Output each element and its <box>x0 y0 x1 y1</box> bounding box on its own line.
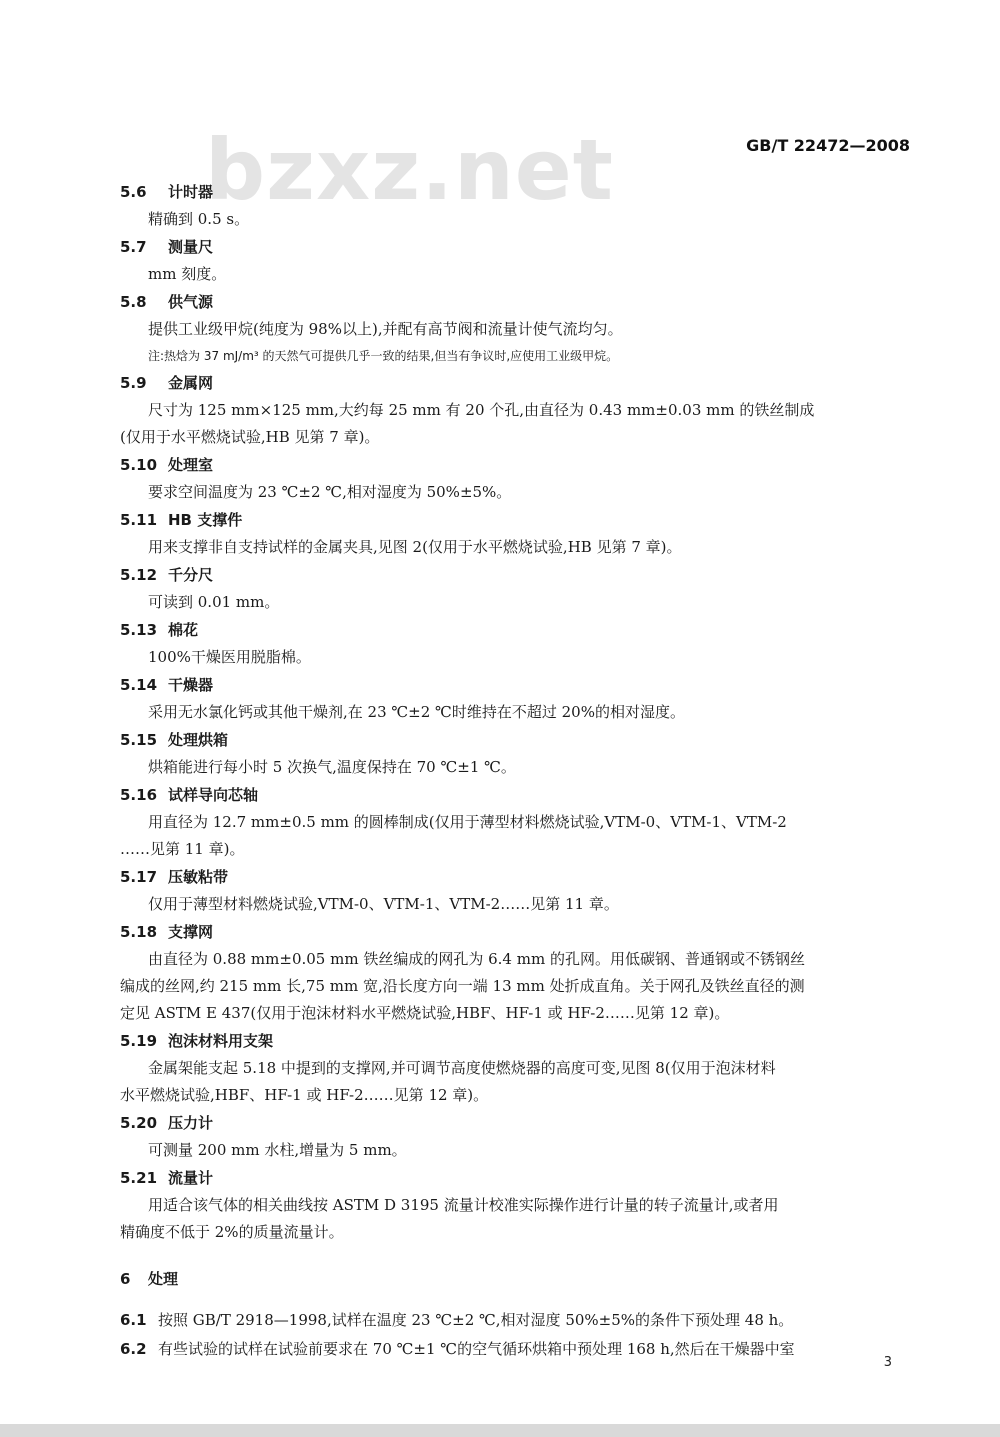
section-title: 棉花 <box>168 621 199 639</box>
section-5-21 <box>120 1164 910 1246</box>
standard-code: GB/T 22472—2008 <box>746 136 910 155</box>
text-line: 用来支撑非自支持试样的金属夹具,见图 2(仅用于水平燃烧试验,HB 见第 7 章)。 <box>148 538 682 556</box>
text-line: 精确到 0.5 s。 <box>148 210 250 228</box>
section-title: 支撑网 <box>168 923 214 941</box>
section-number: 5.7 <box>120 238 147 256</box>
text-line: 要求空间温度为 23 ℃±2 ℃,相对湿度为 50%±5%。 <box>148 483 512 501</box>
text-line: 用直径为 12.7 mm±0.5 mm 的圆棒制成(仅用于薄型材料燃烧试验,VTM-0、VTM-1、VTM-2 <box>148 813 787 831</box>
chapter-number: 6 <box>120 1270 131 1288</box>
section-number: 5.17 <box>120 868 158 886</box>
section-title: HB 支撑件 <box>168 511 243 529</box>
section-text <box>120 479 910 506</box>
section-text <box>120 1192 910 1246</box>
section-text <box>120 644 910 671</box>
section-title: 试样导向芯轴 <box>168 786 259 804</box>
text-line: 100%干燥医用脱脂棉。 <box>148 648 311 666</box>
section-heading <box>120 1109 910 1137</box>
section-5-18 <box>120 918 910 1027</box>
section-heading <box>120 918 910 946</box>
section-5-8 <box>120 288 910 369</box>
section-text <box>120 891 910 918</box>
section-number: 5.19 <box>120 1032 158 1050</box>
section-5-6 <box>120 178 910 233</box>
section-text <box>120 589 910 616</box>
section-5-12 <box>120 561 910 616</box>
section-title: 处理烘箱 <box>168 731 229 749</box>
section-title: 千分尺 <box>168 566 214 584</box>
section-heading <box>120 781 910 809</box>
section-heading <box>120 616 910 644</box>
section-heading <box>120 1164 910 1192</box>
section-title: 测量尺 <box>168 238 214 256</box>
text-line: 可测量 200 mm 水柱,增量为 5 mm。 <box>148 1141 407 1159</box>
section-text <box>120 699 910 726</box>
section-title: 供气源 <box>168 293 214 311</box>
section-heading <box>120 178 910 206</box>
section-heading <box>120 288 910 316</box>
text-line: 采用无水氯化钙或其他干燥剂,在 23 ℃±2 ℃时维持在不超过 20%的相对湿度。 <box>148 703 685 721</box>
page-edge-shade <box>0 1424 1000 1437</box>
section-number: 5.20 <box>120 1114 158 1132</box>
section-title: 金属网 <box>168 374 214 392</box>
section-5-19 <box>120 1027 910 1109</box>
section-title: 泡沫材料用支架 <box>168 1032 274 1050</box>
clause-6-2 <box>120 1335 910 1364</box>
text-line: 烘箱能进行每小时 5 次换气,温度保持在 70 ℃±1 ℃。 <box>148 758 516 776</box>
clause-6-1 <box>120 1306 910 1335</box>
section-title: 压敏粘带 <box>168 868 229 886</box>
text-line: 仅用于薄型材料燃烧试验,VTM-0、VTM-1、VTM-2……见第 11 章。 <box>148 895 619 913</box>
section-5-20 <box>120 1109 910 1164</box>
section-number: 5.12 <box>120 566 158 584</box>
section-heading <box>120 451 910 479</box>
text-line: 水平燃烧试验,HBF、HF-1 或 HF-2……见第 12 章)。 <box>120 1086 489 1104</box>
section-5-7 <box>120 233 910 288</box>
section-title: 压力计 <box>168 1114 214 1132</box>
section-number: 5.10 <box>120 456 158 474</box>
section-text <box>120 1055 910 1109</box>
section-text <box>120 754 910 781</box>
section-number: 5.13 <box>120 621 158 639</box>
text-line: mm 刻度。 <box>148 265 227 283</box>
text-line: 尺寸为 125 mm×125 mm,大约每 25 mm 有 20 个孔,由直径为 0.43 mm±0.03 mm 的铁丝制成 <box>148 401 815 419</box>
text-line: 编成的丝网,约 215 mm 长,75 mm 宽,沿长度方向一端 13 mm 处折成直角。关于网孔及铁丝直径的测 <box>120 977 805 995</box>
text-line: 金属架能支起 5.18 中提到的支撑网,并可调节高度使燃烧器的高度可变,见图 8(仅用于泡沫材料 <box>148 1059 776 1077</box>
chapter-heading <box>120 1264 910 1294</box>
section-heading <box>120 726 910 754</box>
section-heading <box>120 561 910 589</box>
watermark: bzxz.net <box>205 121 614 219</box>
section-number: 5.9 <box>120 374 147 392</box>
section-number: 5.6 <box>120 183 147 201</box>
section-text <box>120 316 910 343</box>
text-line: 可读到 0.01 mm。 <box>148 593 280 611</box>
section-text <box>120 1137 910 1164</box>
chapter-title: 处理 <box>148 1270 179 1288</box>
clause-number: 6.1 <box>120 1311 147 1329</box>
clause-text: 按照 GB/T 2918—1998,试样在温度 23 ℃±2 ℃,相对湿度 50%±5%的条件下预处理 48 h。 <box>158 1311 794 1329</box>
text-line: 提供工业级甲烷(纯度为 98%以上),并配有高节阀和流量计使气流均匀。 <box>148 320 623 338</box>
section-number: 5.15 <box>120 731 158 749</box>
section-5-11 <box>120 506 910 561</box>
text-line: 由直径为 0.88 mm±0.05 mm 铁丝编成的网孔为 6.4 mm 的孔网。用低碳钢、普通钢或不锈钢丝 <box>148 950 805 968</box>
clause-text: 有些试验的试样在试验前要求在 70 ℃±1 ℃的空气循环烘箱中预处理 168 h,然后在干燥器中室 <box>158 1340 795 1358</box>
section-5-17 <box>120 863 910 918</box>
section-text <box>120 206 910 233</box>
clause-number: 6.2 <box>120 1340 147 1358</box>
section-5-10 <box>120 451 910 506</box>
section-5-13 <box>120 616 910 671</box>
text-line: 精确度不低于 2%的质量流量计。 <box>120 1223 344 1241</box>
page-number: 3 <box>883 1355 892 1370</box>
text-line: 用适合该气体的相关曲线按 ASTM D 3195 流量计校准实际操作进行计量的转子流量计,或者用 <box>148 1196 779 1214</box>
section-5-15 <box>120 726 910 781</box>
section-title: 处理室 <box>168 456 214 474</box>
section-text <box>120 534 910 561</box>
section-heading <box>120 671 910 699</box>
section-text <box>120 946 910 1027</box>
note: 注:热焓为 37 mJ/m³ 的天然气可提供几乎一致的结果,但当有争议时,应使用工业级甲烷。 <box>148 349 619 363</box>
section-title: 干燥器 <box>168 676 214 694</box>
section-heading <box>120 863 910 891</box>
section-heading <box>120 1027 910 1055</box>
section-text <box>120 261 910 288</box>
section-heading <box>120 506 910 534</box>
section-number: 5.8 <box>120 293 147 311</box>
text-line: ……见第 11 章)。 <box>120 840 245 858</box>
text-line: 定见 ASTM E 437(仅用于泡沫材料水平燃烧试验,HBF、HF-1 或 HF-2……见第 12 章)。 <box>120 1004 730 1022</box>
section-text <box>120 397 910 451</box>
section-number: 5.11 <box>120 511 158 529</box>
section-number: 5.18 <box>120 923 158 941</box>
section-title: 流量计 <box>168 1169 214 1187</box>
text-line: (仅用于水平燃烧试验,HB 见第 7 章)。 <box>120 428 380 446</box>
section-5-16 <box>120 781 910 863</box>
document-body <box>120 178 910 1364</box>
section-text <box>120 809 910 863</box>
section-5-9 <box>120 369 910 451</box>
section-heading <box>120 369 910 397</box>
section-heading <box>120 233 910 261</box>
section-title: 计时器 <box>168 183 214 201</box>
section-number: 5.16 <box>120 786 158 804</box>
section-5-14 <box>120 671 910 726</box>
section-number: 5.21 <box>120 1169 158 1187</box>
section-number: 5.14 <box>120 676 158 694</box>
